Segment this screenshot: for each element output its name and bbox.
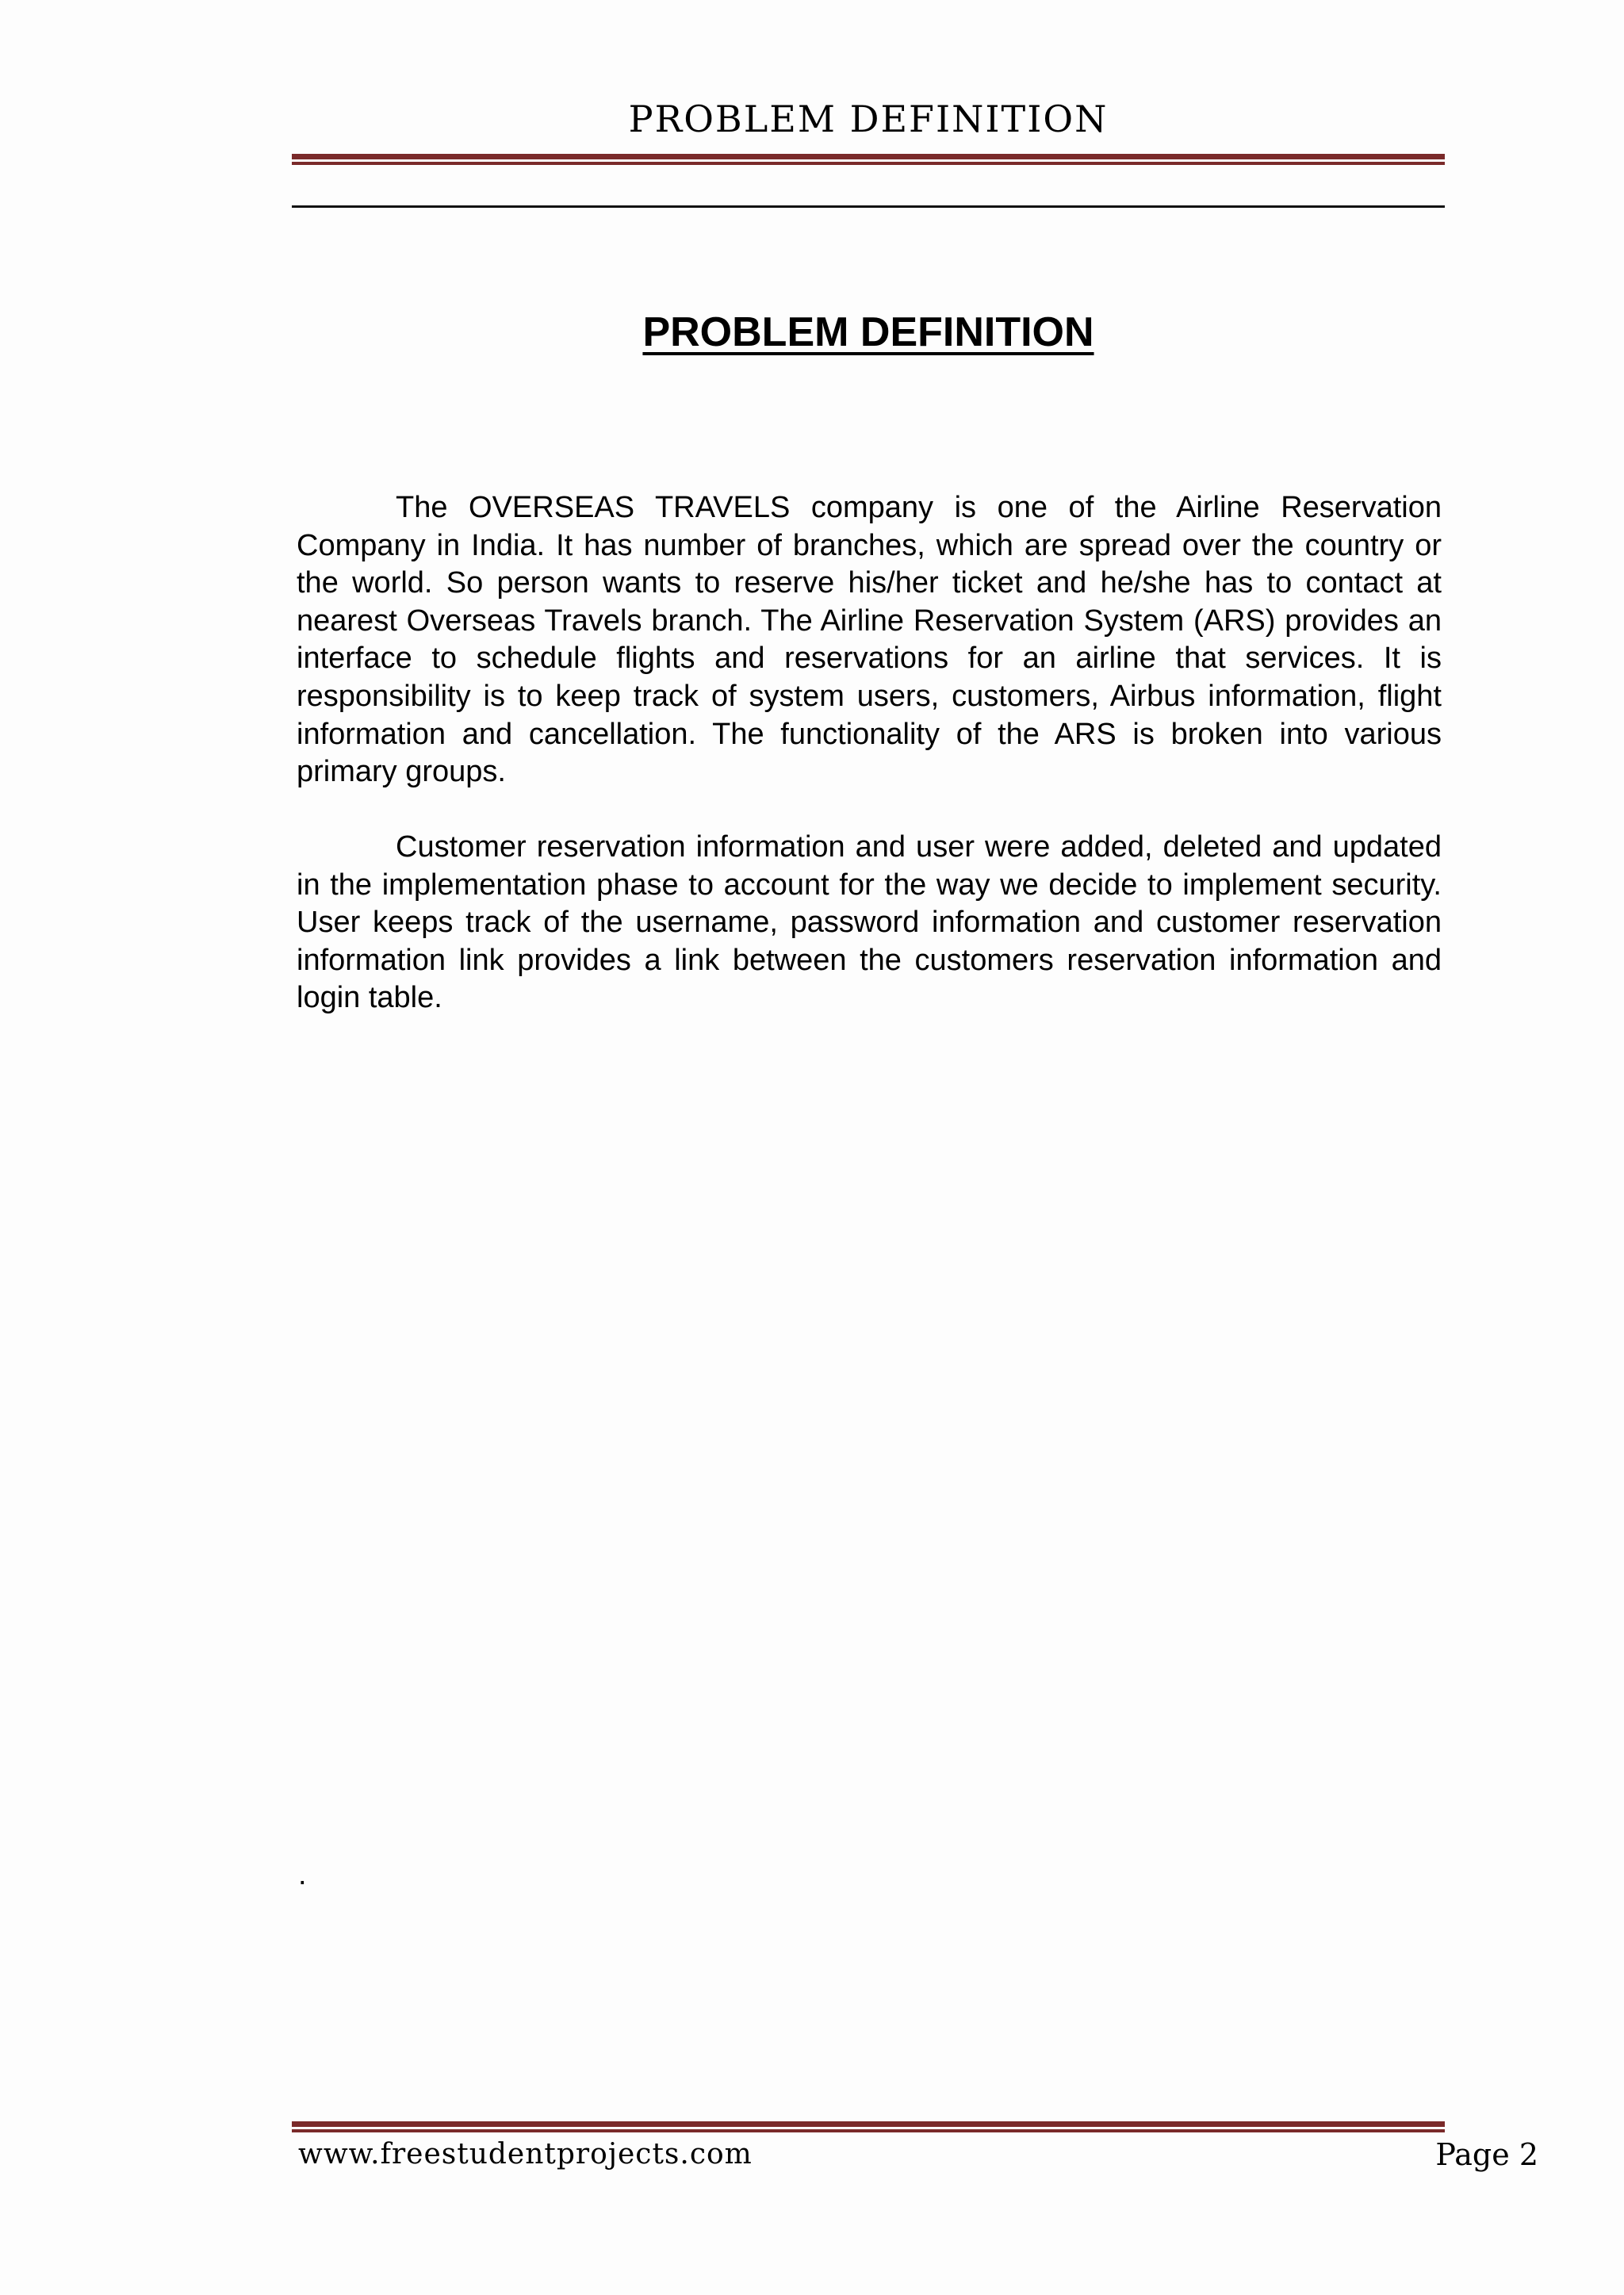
page-title-text: PROBLEM DEFINITION [642,309,1094,355]
section-divider [292,205,1445,208]
footer-page-number: Page 2 [1435,2137,1538,2172]
header-rule [292,154,1445,165]
paragraph-2 [297,829,1442,1017]
running-header-title: PROBLEM DEFINITION [628,98,1109,140]
footer-website: www.freestudentprojects.com [298,2138,753,2170]
paragraph-1 [297,489,1442,791]
paragraph-2-text: Customer reservation information and user were added, deleted and updated in the implementation phase to account for the way we decide to implement security. User keeps track of the username, password information and customer reservation information link provides a link between the customers reservation information and login table. [297,830,1442,1015]
footer-rule-thin [292,2129,1445,2132]
header-rule-thick [292,154,1445,159]
stray-period: . [298,1858,307,1891]
paragraph-1-text: The OVERSEAS TRAVELS company is one of the Airline Reservation Company in India. It has number of branches, which are spread over the country or the world. So person wants to reserve his/her ticket and he/she has to contact at nearest Overseas Travels branch. The Airline Reservation System (ARS) provides an interface to schedule flights and reservations for an airline that services. It is responsibility is to keep track of system users, customers, Airbus information, flight information and cancellation. The functionality of the ARS is broken into various primary groups. [297,491,1442,789]
footer-rule [292,2121,1445,2132]
footer-rule-thick [292,2121,1445,2127]
page-title [292,307,1445,358]
header-rule-thin [292,162,1445,165]
